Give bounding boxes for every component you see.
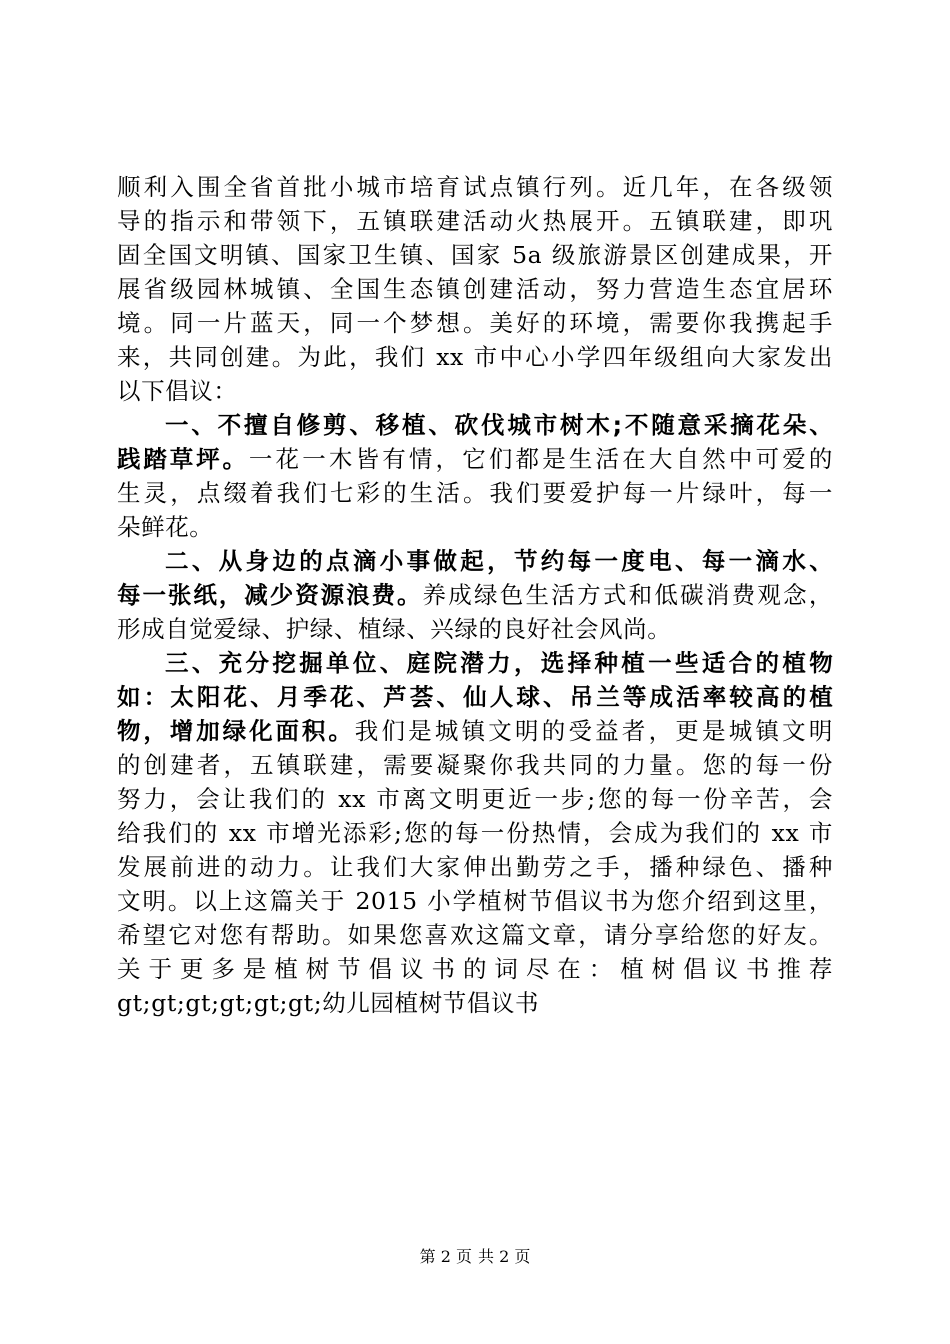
text-line: 践踏草坪。一花一木皆有情，它们都是生活在大自然中可爱的 — [117, 445, 833, 473]
proposal-2-heading: 二、从身边的点滴小事做起，节约每一度电、每一滴水、 — [165, 547, 833, 575]
text-line: gt;gt;gt;gt;gt;gt;幼儿园植树节倡议书 — [117, 989, 540, 1017]
text-line: 的创建者，五镇联建，需要凝聚你我共同的力量。您的每一份 — [117, 751, 833, 779]
text-line: 生灵，点缀着我们七彩的生活。我们要爱护每一片绿叶，每一 — [117, 479, 833, 507]
text-line: 展省级园林城镇、全国生态镇创建活动，努力营造生态宜居环 — [117, 275, 833, 303]
text-line: 文明。以上这篇关于 2015 小学植树节倡议书为您介绍到这里， — [117, 887, 833, 915]
text-line: 希望它对您有帮助。如果您喜欢这篇文章，请分享给您的好友。 — [117, 921, 833, 949]
text-line: 形成自觉爱绿、护绿、植绿、兴绿的良好社会风尚。 — [117, 615, 672, 643]
text-line: 顺利入围全省首批小城市培育试点镇行列。近几年，在各级领 — [117, 173, 833, 201]
text-line: 给我们的 xx 市增光添彩;您的每一份热情，会成为我们的 xx 市 — [117, 819, 833, 847]
proposal-3-heading: 三、充分挖掘单位、庭院潜力，选择种植一些适合的植物 — [165, 649, 833, 677]
text-line: 如：太阳花、月季花、芦荟、仙人球、吊兰等成活率较高的植 — [117, 683, 833, 711]
text-line: 发展前进的动力。让我们大家伸出勤劳之手，播种绿色、播种 — [117, 853, 833, 881]
text-line: 境。同一片蓝天，同一个梦想。美好的环境，需要你我携起手 — [117, 309, 833, 337]
text-line: 朵鲜花。 — [117, 513, 214, 541]
text-line: 来，共同创建。为此，我们 xx 市中心小学四年级组向大家发出 — [117, 343, 833, 371]
text-line: 努力，会让我们的 xx 市离文明更近一步;您的每一份辛苦，会 — [117, 785, 833, 813]
text-line: 固全国文明镇、国家卫生镇、国家 5a 级旅游景区创建成果，开 — [117, 241, 833, 269]
text-line: 物，增加绿化面积。我们是城镇文明的受益者，更是城镇文明 — [117, 717, 833, 745]
proposal-1-heading: 一、不擅自修剪、移植、砍伐城市树木;不随意采摘花朵、 — [165, 411, 833, 439]
document-body — [117, 170, 833, 1020]
page-total: 共 2 页 — [478, 1247, 531, 1266]
text-line: 导的指示和带领下，五镇联建活动火热展开。五镇联建，即巩 — [117, 207, 833, 235]
text-line: 关于更多是植树节倡议书的词尽在：植树倡议书推荐 — [117, 955, 833, 983]
page-number: 第 2 页 — [419, 1247, 472, 1266]
page-footer — [0, 1244, 950, 1267]
text-line: 以下倡议： — [117, 377, 238, 405]
text-line: 每一张纸，减少资源浪费。养成绿色生活方式和低碳消费观念， — [117, 581, 833, 609]
